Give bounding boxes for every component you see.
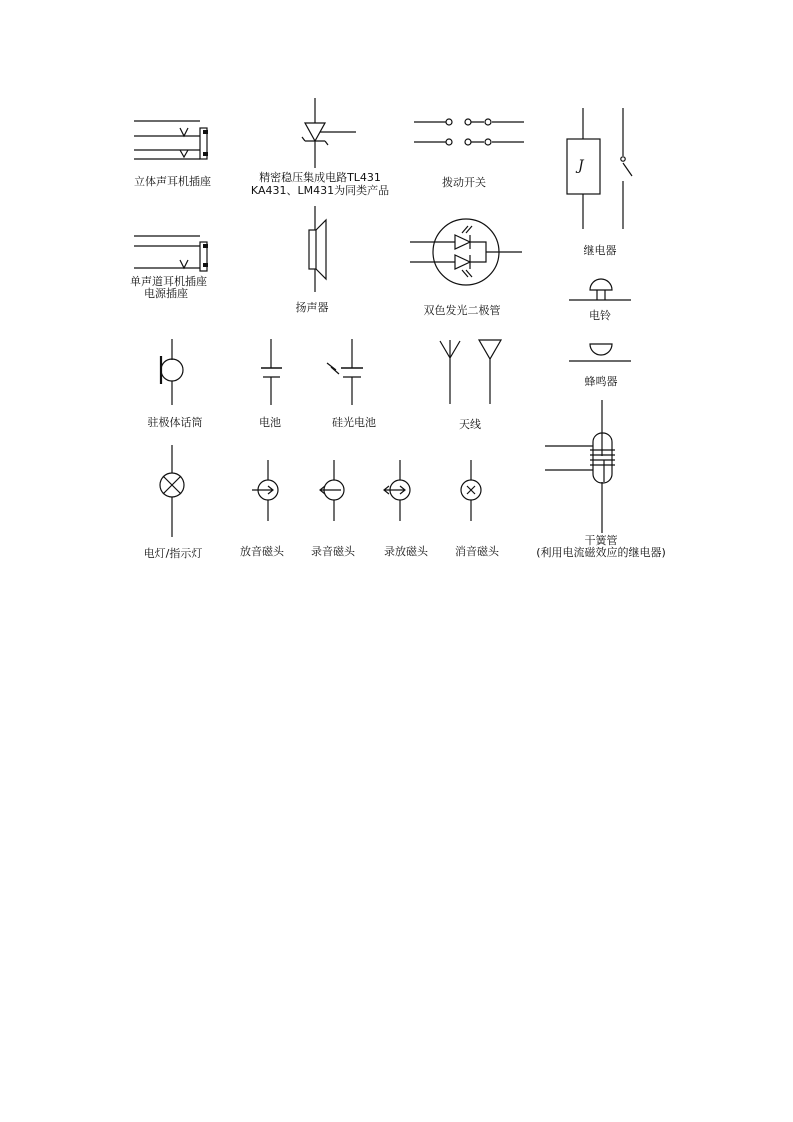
mono-jack-symbol bbox=[134, 236, 208, 271]
toggle-switch-label: 拨动开关 bbox=[442, 176, 486, 189]
reed-switch-label-line1: 干簧管 bbox=[584, 534, 618, 547]
solar-cell-symbol bbox=[327, 339, 363, 405]
reed-switch-symbol bbox=[545, 400, 615, 533]
reed-switch-label-line2: (利用电流磁效应的继电器) bbox=[536, 546, 666, 559]
buzzer-label: 蜂鸣器 bbox=[584, 375, 618, 388]
regulator-label-line2: KA431、LM431为同类产品 bbox=[250, 184, 390, 197]
playback-head-label: 放音磁头 bbox=[240, 545, 284, 558]
tl431-regulator-symbol bbox=[302, 98, 356, 168]
bell-label: 电铃 bbox=[589, 309, 611, 322]
solar-cell-label: 硅光电池 bbox=[332, 416, 376, 429]
antenna-label: 天线 bbox=[459, 418, 481, 431]
record-head-symbol bbox=[320, 460, 344, 521]
stereo-jack-label: 立体声耳机插座 bbox=[134, 175, 211, 188]
toggle-switch-symbol bbox=[414, 119, 524, 145]
mono-jack-label-line2: 电源插座 bbox=[144, 287, 188, 300]
speaker-label: 扬声器 bbox=[295, 301, 329, 314]
mono-jack-label-line1: 单声道耳机插座 bbox=[130, 275, 207, 288]
stereo-jack-symbol bbox=[134, 121, 208, 159]
electret-mic-symbol bbox=[161, 339, 183, 405]
record-head-label: 录音磁头 bbox=[311, 545, 355, 558]
buzzer-symbol bbox=[569, 344, 631, 361]
playback-head-symbol bbox=[252, 460, 278, 521]
battery-label: 电池 bbox=[259, 416, 281, 429]
antenna-symbol bbox=[440, 340, 501, 404]
relay-symbol bbox=[567, 108, 632, 229]
relay-coil-letter: J bbox=[578, 158, 584, 174]
record-play-head-label: 录放磁头 bbox=[384, 545, 428, 558]
relay-label: 继电器 bbox=[583, 244, 617, 257]
regulator-label-line1: 精密稳压集成电路TL431 bbox=[259, 171, 381, 184]
record-play-head-symbol bbox=[384, 460, 410, 521]
lamp-label: 电灯/指示灯 bbox=[143, 547, 203, 560]
erase-head-symbol bbox=[461, 460, 481, 521]
bicolor-led-symbol bbox=[410, 219, 522, 285]
battery-symbol bbox=[261, 339, 282, 405]
erase-head-label: 消音磁头 bbox=[455, 545, 499, 558]
speaker-symbol bbox=[309, 206, 326, 292]
electret-mic-label: 驻极体话筒 bbox=[147, 416, 203, 429]
bell-symbol bbox=[569, 279, 631, 300]
bicolor-led-label: 双色发光二极管 bbox=[423, 304, 501, 317]
lamp-symbol bbox=[160, 445, 184, 537]
